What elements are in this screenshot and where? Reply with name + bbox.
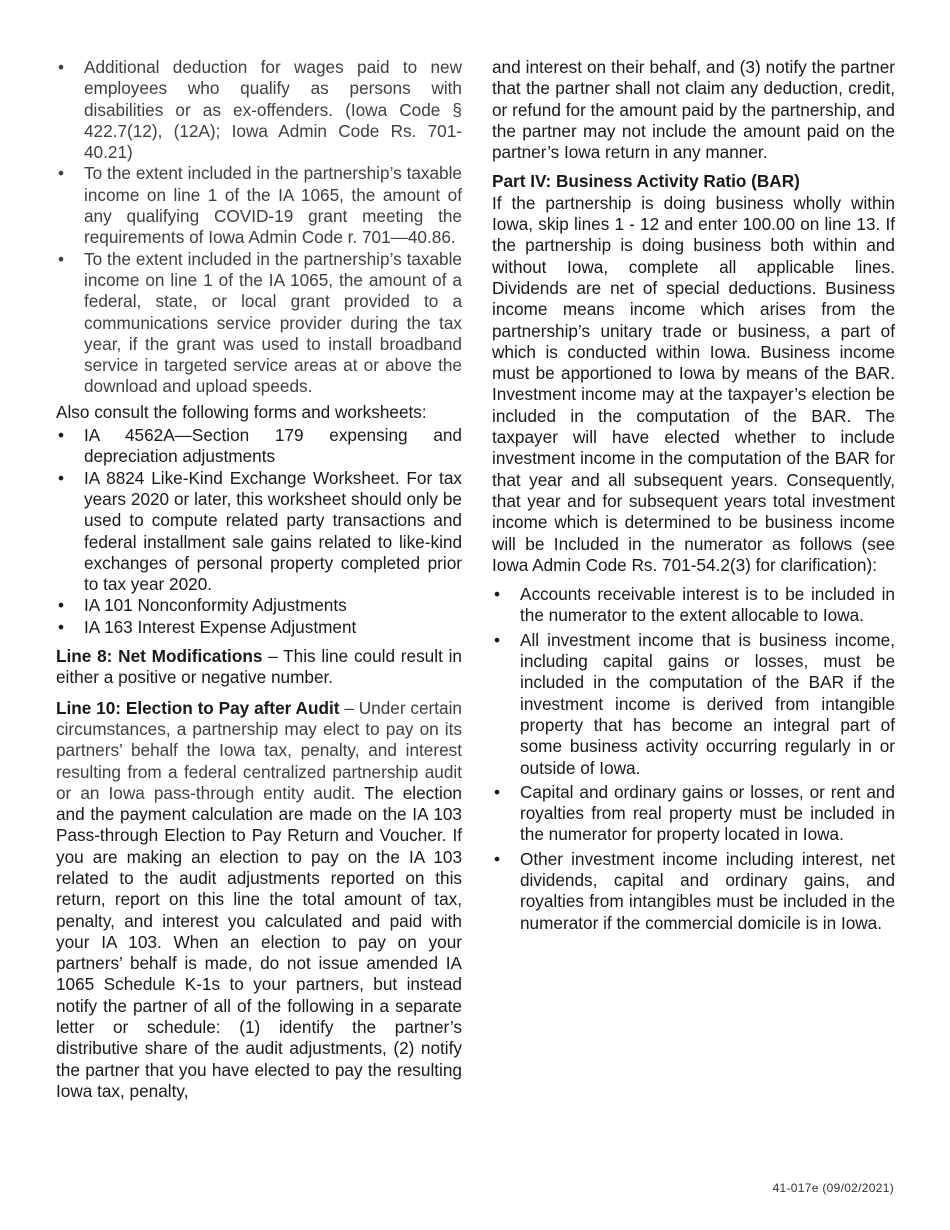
list-item: • To the extent included in the partnership’s taxable income on line 1 of the IA 1065, the amount of a federal, state, or local grant provided to a communications service provider during the tax year, if the grant was used to install broadband service in targeted service areas at or above the download and upload speeds.: [56, 249, 462, 398]
line8-heading: Line 8: Net Modifications: [56, 646, 263, 667]
line10-heading: Line 10: Election to Pay after Audit: [56, 697, 340, 718]
list-item: • Accounts receivable interest is to be included in the numerator to the extent allocable to Iowa.: [492, 584, 895, 627]
part4-heading: Part IV: Business Activity Ratio (BAR): [492, 171, 800, 192]
part4-paragraph: If the partnership is doing business wholly within Iowa, skip lines 1 - 12 and enter 100.00 on line 13. If the partnership is doing business both within and without Iowa, complete all applicable lines. Dividends are net of special deductions. Business income means income which arises from the partnership’s unitary trade or business, a part of which is conducted within Iowa. Business income must be apportioned to Iowa by means of the BAR. Investment income may at the taxpayer’s election be included in the computation of the BAR. The taxpayer will have elected whether to include investment income in the computation of the BAR for that year and all subsequent years. Consequently, that year and for subsequent years total investment income which is determined to be business income will be Included in the numerator as follows (see Iowa Admin Code Rs. 701-54.2(3) for clarification):: [492, 192, 895, 575]
continued-paragraph: and interest on their behalf, and (3) notify the partner that the partner shall not claim any deduction, credit, or refund for the amount paid by the partnership, and the partner may not include the amount paid on the partner’s Iowa return in any manner.: [492, 57, 895, 163]
worksheets-bullet-list: [56, 425, 462, 638]
list-item: • IA 8824 Like-Kind Exchange Worksheet. For tax years 2020 or later, this worksheet should only be used to compute related party transactions and federal installment sale gains related to like-kind exchanges of personal property completed prior to tax year 2020.: [56, 468, 462, 596]
line10-text-gray: – Under certain circumstances, a partnership may elect to pay on its partners’ behalf the Iowa tax, penalty, and interest resulting from a federal centralized partnership audit or an Iowa pass-through entity audit.: [56, 697, 462, 803]
form-number-footer: 41-017e (09/02/2021): [772, 1181, 894, 1195]
modifications-bullet-list: [56, 57, 462, 398]
list-item: • Other investment income including interest, net dividends, capital and ordinary gains, and royalties from intangibles must be included in the numerator if the commercial domicile is in Iowa.: [492, 849, 895, 934]
bar-bullet-list: [492, 584, 895, 934]
list-item: • All investment income that is business income, including capital gains or losses, must be included in the computation of the BAR if the investment income is derived from intangible property that has become an integral part of some business activity occurring regularly in or outside of Iowa.: [492, 630, 895, 779]
list-item: • IA 101 Nonconformity Adjustments: [56, 595, 462, 616]
list-item: • IA 163 Interest Expense Adjustment: [56, 617, 462, 638]
consult-text: Also consult the following forms and worksheets:: [56, 401, 427, 422]
list-item: • Capital and ordinary gains or losses, or rent and royalties from real property must be included in the numerator for property located in Iowa.: [492, 782, 895, 846]
right-column: [492, 57, 895, 937]
left-column: [56, 57, 462, 1102]
line10-paragraph: [56, 698, 462, 1103]
list-item: • IA 4562A—Section 179 expensing and depreciation adjustments: [56, 425, 462, 468]
line8-paragraph: [56, 646, 462, 689]
list-item: • To the extent included in the partnership’s taxable income on line 1 of the IA 1065, the amount of any qualifying COVID-19 grant meeting the requirements of Iowa Admin Code r. 701—40.86.: [56, 163, 462, 248]
line8-text: – This line could result in either a positive or negative number.: [56, 646, 462, 688]
list-item: • Additional deduction for wages paid to new employees who qualify as persons with disabilities or as ex-offenders. (Iowa Code § 422.7(12), (12A); Iowa Admin Code Rs. 701-40.21): [56, 57, 462, 163]
line10-text: The election and the payment calculation are made on the IA 103 Pass-through Election to Pay Return and Voucher. If you are making an election to pay on the IA 103 related to the audit adjustments reported on this return, report on this line the total amount of tax, penalty, and interest you calculated and paid with your IA 103. When an election to pay on your partners’ behalf is made, do not issue amended IA 1065 Schedule K-1s to your partners, but instead notify the partner of all of the following in a separate letter or schedule: (1) identify the partner’s distributive share of the audit adjustments, (2) notify the partner that you have elected to pay the resulting Iowa tax, penalty,: [56, 782, 462, 1101]
